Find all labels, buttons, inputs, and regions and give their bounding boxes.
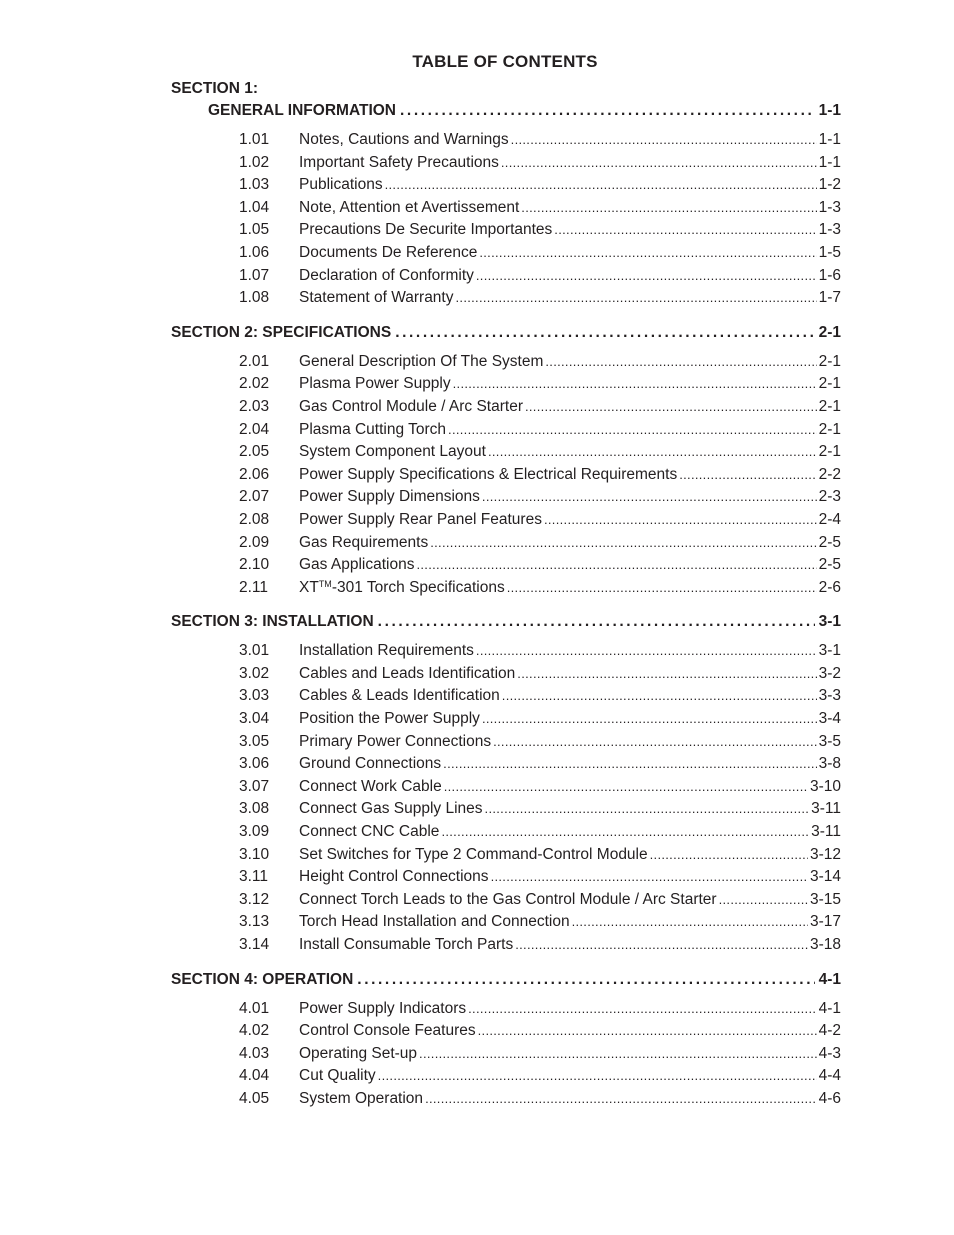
entry-page-number: 2-1 [818, 420, 841, 438]
entry-title-text: Plasma Power Supply [299, 375, 451, 393]
entry-title [299, 419, 446, 442]
entry-title-text: Cables & Leads Identification [299, 687, 500, 705]
toc-entry[interactable] [171, 532, 841, 555]
entry-page-number: 2-5 [818, 533, 841, 551]
entry-page-number: 1-1 [818, 153, 841, 171]
section-title: SECTION 2: SPECIFICATIONS [171, 323, 392, 341]
entry-title-text: Gas Control Module / Arc Starter [299, 397, 523, 415]
entry-title [299, 1043, 417, 1066]
dot-leader [482, 486, 817, 509]
entry-page-number: 3-15 [809, 890, 841, 908]
toc-entry[interactable] [171, 287, 841, 310]
entry-title-text: Gas Requirements [299, 533, 429, 551]
entry-title-text: Power Supply Rear Panel Features [299, 510, 542, 528]
dot-leader [385, 174, 817, 197]
entry-title-text: Cables and Leads Identification [299, 664, 516, 682]
entry-title-text: Publications [299, 176, 383, 194]
entry-title-text: Connect Gas Supply Lines [299, 800, 483, 818]
entry-title [299, 554, 414, 577]
entry-number: 1.07 [239, 266, 270, 284]
toc-entry[interactable] [171, 640, 841, 663]
trademark-superscript: TM [318, 578, 332, 589]
entry-title [299, 640, 474, 663]
dot-leader [488, 441, 817, 464]
entry-number: 3.04 [239, 710, 270, 728]
entry-title-text: Connect CNC Cable [299, 823, 440, 841]
dot-leader [416, 554, 816, 577]
section-page-number: 4-1 [818, 970, 841, 988]
dot-leader [544, 509, 817, 532]
entry-title [299, 265, 474, 288]
entry-number: 1.03 [239, 176, 270, 194]
entry-title [299, 577, 505, 600]
toc-entry[interactable] [171, 866, 841, 889]
entry-title-text: Torch Head Installation and Connection [299, 913, 570, 931]
dot-leader [468, 998, 816, 1021]
entry-title [299, 373, 451, 396]
toc-entry[interactable] [171, 911, 841, 934]
entry-page-number: 1-2 [818, 176, 841, 194]
entry-page-number: 2-5 [818, 556, 841, 574]
toc-section [171, 968, 841, 1122]
entry-number: 3.09 [239, 823, 270, 841]
entry-title [299, 1088, 423, 1111]
toc-section [171, 321, 841, 611]
toc-entry[interactable] [171, 844, 841, 867]
entry-page-number: 3-11 [811, 823, 841, 841]
entry-title-text: Power Supply Indicators [299, 999, 467, 1017]
entry-page-number: 1-7 [818, 289, 841, 307]
entry-title-text: Power Supply Specifications & Electrical Requirements [299, 465, 678, 483]
entry-number: 1.05 [239, 221, 270, 239]
dot-leader [521, 197, 816, 220]
entry-page-number: 3-2 [818, 664, 841, 682]
entry-number: 3.07 [239, 777, 270, 795]
toc-entry[interactable] [171, 219, 841, 242]
entry-title-text: Install Consumable Torch Parts [299, 936, 514, 953]
toc-entry[interactable] [171, 731, 841, 754]
entry-number: 3.14 [239, 936, 270, 953]
entry-number: 1.01 [239, 131, 270, 148]
entry-title [299, 776, 442, 799]
toc-entry[interactable] [171, 197, 841, 220]
entry-title-text: Ground Connections [299, 755, 442, 773]
dot-leader [650, 844, 808, 867]
entry-number: 2.08 [239, 510, 270, 528]
entry-title-text: Connect Torch Leads to the Gas Control Module / Arc Starter [299, 890, 717, 908]
entry-page-number: 1-3 [818, 221, 841, 239]
section-title: SECTION 3: INSTALLATION [171, 613, 374, 631]
entry-number: 4.04 [239, 1067, 270, 1085]
dot-leader [515, 934, 808, 957]
toc-entry[interactable] [171, 663, 841, 686]
dot-leader [493, 731, 816, 754]
dot-leader [444, 776, 808, 799]
entry-number: 4.05 [239, 1089, 270, 1107]
toc-entry[interactable] [171, 934, 841, 957]
toc-entry[interactable] [171, 509, 841, 532]
entry-number: 2.02 [239, 375, 270, 393]
entry-number: 3.13 [239, 913, 270, 931]
dot-leader [476, 640, 817, 663]
entry-title [299, 464, 677, 487]
toc-entry[interactable] [171, 373, 841, 396]
dot-leader [507, 577, 817, 600]
entry-title [299, 821, 439, 844]
entry-number: 1.02 [239, 153, 270, 171]
entry-number: 3.03 [239, 687, 270, 705]
toc-entry[interactable] [171, 685, 841, 708]
dot-leader [502, 685, 817, 708]
section-heading-link[interactable] [171, 968, 841, 992]
dot-leader [441, 821, 809, 844]
entry-title [299, 287, 454, 310]
entry-title [299, 844, 648, 867]
entry-page-number: 3-10 [809, 777, 841, 795]
entry-number: 2.09 [239, 533, 270, 551]
dot-leader [572, 911, 808, 934]
toc-entry[interactable] [171, 776, 841, 799]
entry-page-number: 2-1 [818, 443, 841, 461]
entry-page-number: 3-5 [818, 732, 841, 750]
entry-page-number: 4-3 [818, 1044, 841, 1062]
toc-entry[interactable] [171, 486, 841, 509]
entry-page-number: 2-4 [818, 510, 841, 528]
toc-entry[interactable] [171, 152, 841, 175]
toc-section [171, 78, 841, 321]
dot-leader [443, 753, 816, 776]
entry-title [299, 129, 509, 152]
entry-title [299, 174, 383, 197]
section-page-number: 2-1 [818, 323, 841, 341]
section-spacer [171, 957, 841, 968]
entry-title [299, 889, 717, 912]
section-title: SECTION 4: OPERATION [171, 970, 354, 988]
entry-page-number: 1-6 [818, 266, 841, 284]
toc-entry[interactable] [171, 441, 841, 464]
section-spacer [171, 599, 841, 610]
toc-entry[interactable] [171, 1065, 841, 1088]
entry-number: 3.05 [239, 732, 270, 750]
toc-entry[interactable] [171, 998, 841, 1021]
entry-page-number: 3-1 [818, 642, 841, 660]
entry-title [299, 219, 552, 242]
entry-title-text: Documents De Reference [299, 243, 478, 261]
entry-title-text: Plasma Cutting Torch [299, 420, 447, 438]
entry-page-number: 3-18 [809, 936, 841, 953]
entry-title-text: XT [299, 578, 319, 596]
dot-leader [448, 419, 817, 442]
toc-section [171, 610, 841, 967]
entry-page-number: 3-8 [818, 755, 841, 773]
entry-title [299, 152, 499, 175]
toc-entry[interactable] [171, 396, 841, 419]
entry-title-text: Installation Requirements [299, 642, 474, 660]
entry-title [299, 532, 428, 555]
entry-number: 2.07 [239, 488, 270, 506]
entry-page-number: 4-6 [818, 1089, 841, 1107]
section-spacer [171, 310, 841, 321]
entry-number: 2.06 [239, 465, 270, 483]
dot-leader [378, 1065, 817, 1088]
entry-page-number: 3-14 [809, 868, 841, 886]
toc-entry[interactable] [171, 554, 841, 577]
entry-title-text: Height Control Connections [299, 868, 489, 886]
section-heading-link[interactable] [171, 99, 841, 123]
dot-leader [554, 219, 816, 242]
dot-leader [517, 663, 816, 686]
section-heading-link[interactable] [171, 610, 841, 634]
entry-title-text: Note, Attention et Avertissement [299, 198, 520, 216]
entry-title [299, 663, 515, 686]
toc-entry[interactable] [171, 129, 841, 152]
dot-leader [453, 373, 817, 396]
entry-number: 4.03 [239, 1044, 270, 1062]
toc-entry[interactable] [171, 1020, 841, 1043]
dot-leader [719, 889, 808, 912]
entry-number: 2.10 [239, 556, 270, 574]
entry-page-number: 4-1 [818, 999, 841, 1017]
dot-leader [485, 798, 810, 821]
dot-leader [478, 1020, 817, 1043]
entry-title-text: Important Safety Precautions [299, 153, 499, 171]
entry-number: 2.03 [239, 397, 270, 415]
toc-entry[interactable] [171, 265, 841, 288]
entry-title-text: Gas Applications [299, 556, 415, 574]
entry-title [299, 911, 570, 934]
entry-page-number: 2-6 [818, 578, 841, 596]
entry-title-suffix: -301 Torch Specifications [331, 578, 505, 596]
entry-page-number: 1-5 [818, 243, 841, 261]
entry-title [299, 1020, 476, 1043]
entry-title [299, 351, 543, 374]
entry-title-text: Operating Set-up [299, 1044, 418, 1062]
section-label: SECTION 1: [171, 80, 258, 97]
entry-page-number: 2-1 [818, 375, 841, 393]
entry-title-text: Notes, Cautions and Warnings [299, 131, 509, 148]
entry-number: 3.10 [239, 845, 270, 863]
section-title: GENERAL INFORMATION [208, 102, 397, 119]
entry-title [299, 685, 500, 708]
entry-title [299, 396, 523, 419]
entry-title [299, 242, 477, 265]
entry-title-text: Precautions De Securite Importantes [299, 221, 553, 239]
entry-title [299, 866, 489, 889]
dot-leader [419, 1043, 817, 1066]
section-page-number: 3-1 [818, 613, 841, 631]
entry-title [299, 486, 480, 509]
entry-title [299, 441, 486, 464]
toc-entry[interactable] [171, 577, 841, 600]
dot-leader [482, 708, 817, 731]
entry-title-text: Statement of Warranty [299, 289, 454, 307]
entry-page-number: 2-1 [818, 352, 841, 370]
toc-entry[interactable] [171, 419, 841, 442]
entry-number: 1.04 [239, 198, 270, 216]
dot-leader [476, 265, 817, 288]
entry-title-text: System Operation [299, 1089, 424, 1107]
entry-title [299, 1065, 376, 1088]
entry-page-number: 3-17 [809, 913, 841, 931]
toc-entry[interactable] [171, 351, 841, 374]
entry-number: 4.02 [239, 1022, 270, 1040]
entry-title-text: Declaration of Conformity [299, 266, 474, 284]
section-heading-link[interactable] [171, 321, 841, 345]
entry-title [299, 197, 519, 220]
section-spacer [171, 1111, 841, 1122]
dot-leader [400, 99, 815, 123]
entry-page-number: 3-11 [811, 800, 841, 818]
entry-number: 1.06 [239, 243, 270, 261]
dot-leader [501, 152, 817, 175]
entry-number: 2.01 [239, 352, 270, 370]
entry-number: 3.08 [239, 800, 270, 818]
dot-leader [545, 351, 816, 374]
toc-entry[interactable] [171, 1043, 841, 1066]
entry-title [299, 798, 483, 821]
toc-entry[interactable] [171, 708, 841, 731]
entry-title [299, 753, 441, 776]
dot-leader [456, 287, 817, 310]
dot-leader [378, 610, 815, 634]
entry-page-number: 3-4 [818, 710, 841, 728]
entry-title-text: Position the Power Supply [299, 710, 480, 728]
toc-entry[interactable] [171, 798, 841, 821]
page-title: TABLE OF CONTENTS [412, 52, 598, 71]
entry-title-text: General Description Of The System [299, 352, 544, 370]
entry-number: 1.08 [239, 289, 270, 307]
entry-number: 2.05 [239, 443, 270, 461]
toc-entry[interactable] [171, 821, 841, 844]
entry-page-number: 2-3 [818, 488, 841, 506]
toc-entry[interactable] [171, 889, 841, 912]
entry-title-text: Cut Quality [299, 1067, 376, 1085]
dot-leader [525, 396, 817, 419]
entry-title [299, 708, 480, 731]
dot-leader [430, 532, 816, 555]
entry-number: 3.12 [239, 890, 270, 908]
entry-number: 3.11 [239, 868, 269, 886]
dot-leader [491, 866, 808, 889]
entry-page-number: 2-2 [818, 465, 841, 483]
entry-title-text: Set Switches for Type 2 Command-Control Module [299, 845, 648, 863]
table-of-contents [171, 78, 841, 1122]
entry-title-text: Power Supply Dimensions [299, 488, 480, 506]
entry-page-number: 1-3 [818, 198, 841, 216]
toc-entry[interactable] [171, 464, 841, 487]
toc-entry[interactable] [171, 1088, 841, 1111]
section-page-number: 1-1 [818, 102, 841, 119]
entry-title [299, 509, 542, 532]
entry-number: 4.01 [239, 999, 270, 1017]
entry-page-number: 4-2 [818, 1022, 841, 1040]
entry-number: 3.01 [239, 642, 270, 660]
entry-title [299, 934, 513, 957]
toc-entry[interactable] [171, 242, 841, 265]
entry-title-text: Primary Power Connections [299, 732, 492, 750]
dot-leader [679, 464, 816, 487]
toc-entry[interactable] [171, 753, 841, 776]
dot-leader [395, 321, 814, 345]
entry-page-number: 3-12 [809, 845, 841, 863]
dot-leader [479, 242, 816, 265]
entry-title [299, 731, 491, 754]
dot-leader [511, 129, 817, 152]
dot-leader [425, 1088, 817, 1111]
entry-page-number: 3-3 [818, 687, 841, 705]
dot-leader [357, 968, 814, 992]
entry-title [299, 998, 466, 1021]
entry-page-number: 4-4 [818, 1067, 841, 1085]
entry-number: 3.06 [239, 755, 270, 773]
entry-number: 3.02 [239, 664, 270, 682]
toc-entry[interactable] [171, 174, 841, 197]
entry-title-text: Connect Work Cable [299, 777, 442, 795]
entry-title-text: System Component Layout [299, 443, 486, 461]
entry-number: 2.11 [239, 578, 269, 596]
entry-page-number: 1-1 [818, 131, 841, 148]
entry-page-number: 2-1 [818, 397, 841, 415]
entry-number: 2.04 [239, 420, 270, 438]
entry-title-text: Control Console Features [299, 1022, 476, 1040]
